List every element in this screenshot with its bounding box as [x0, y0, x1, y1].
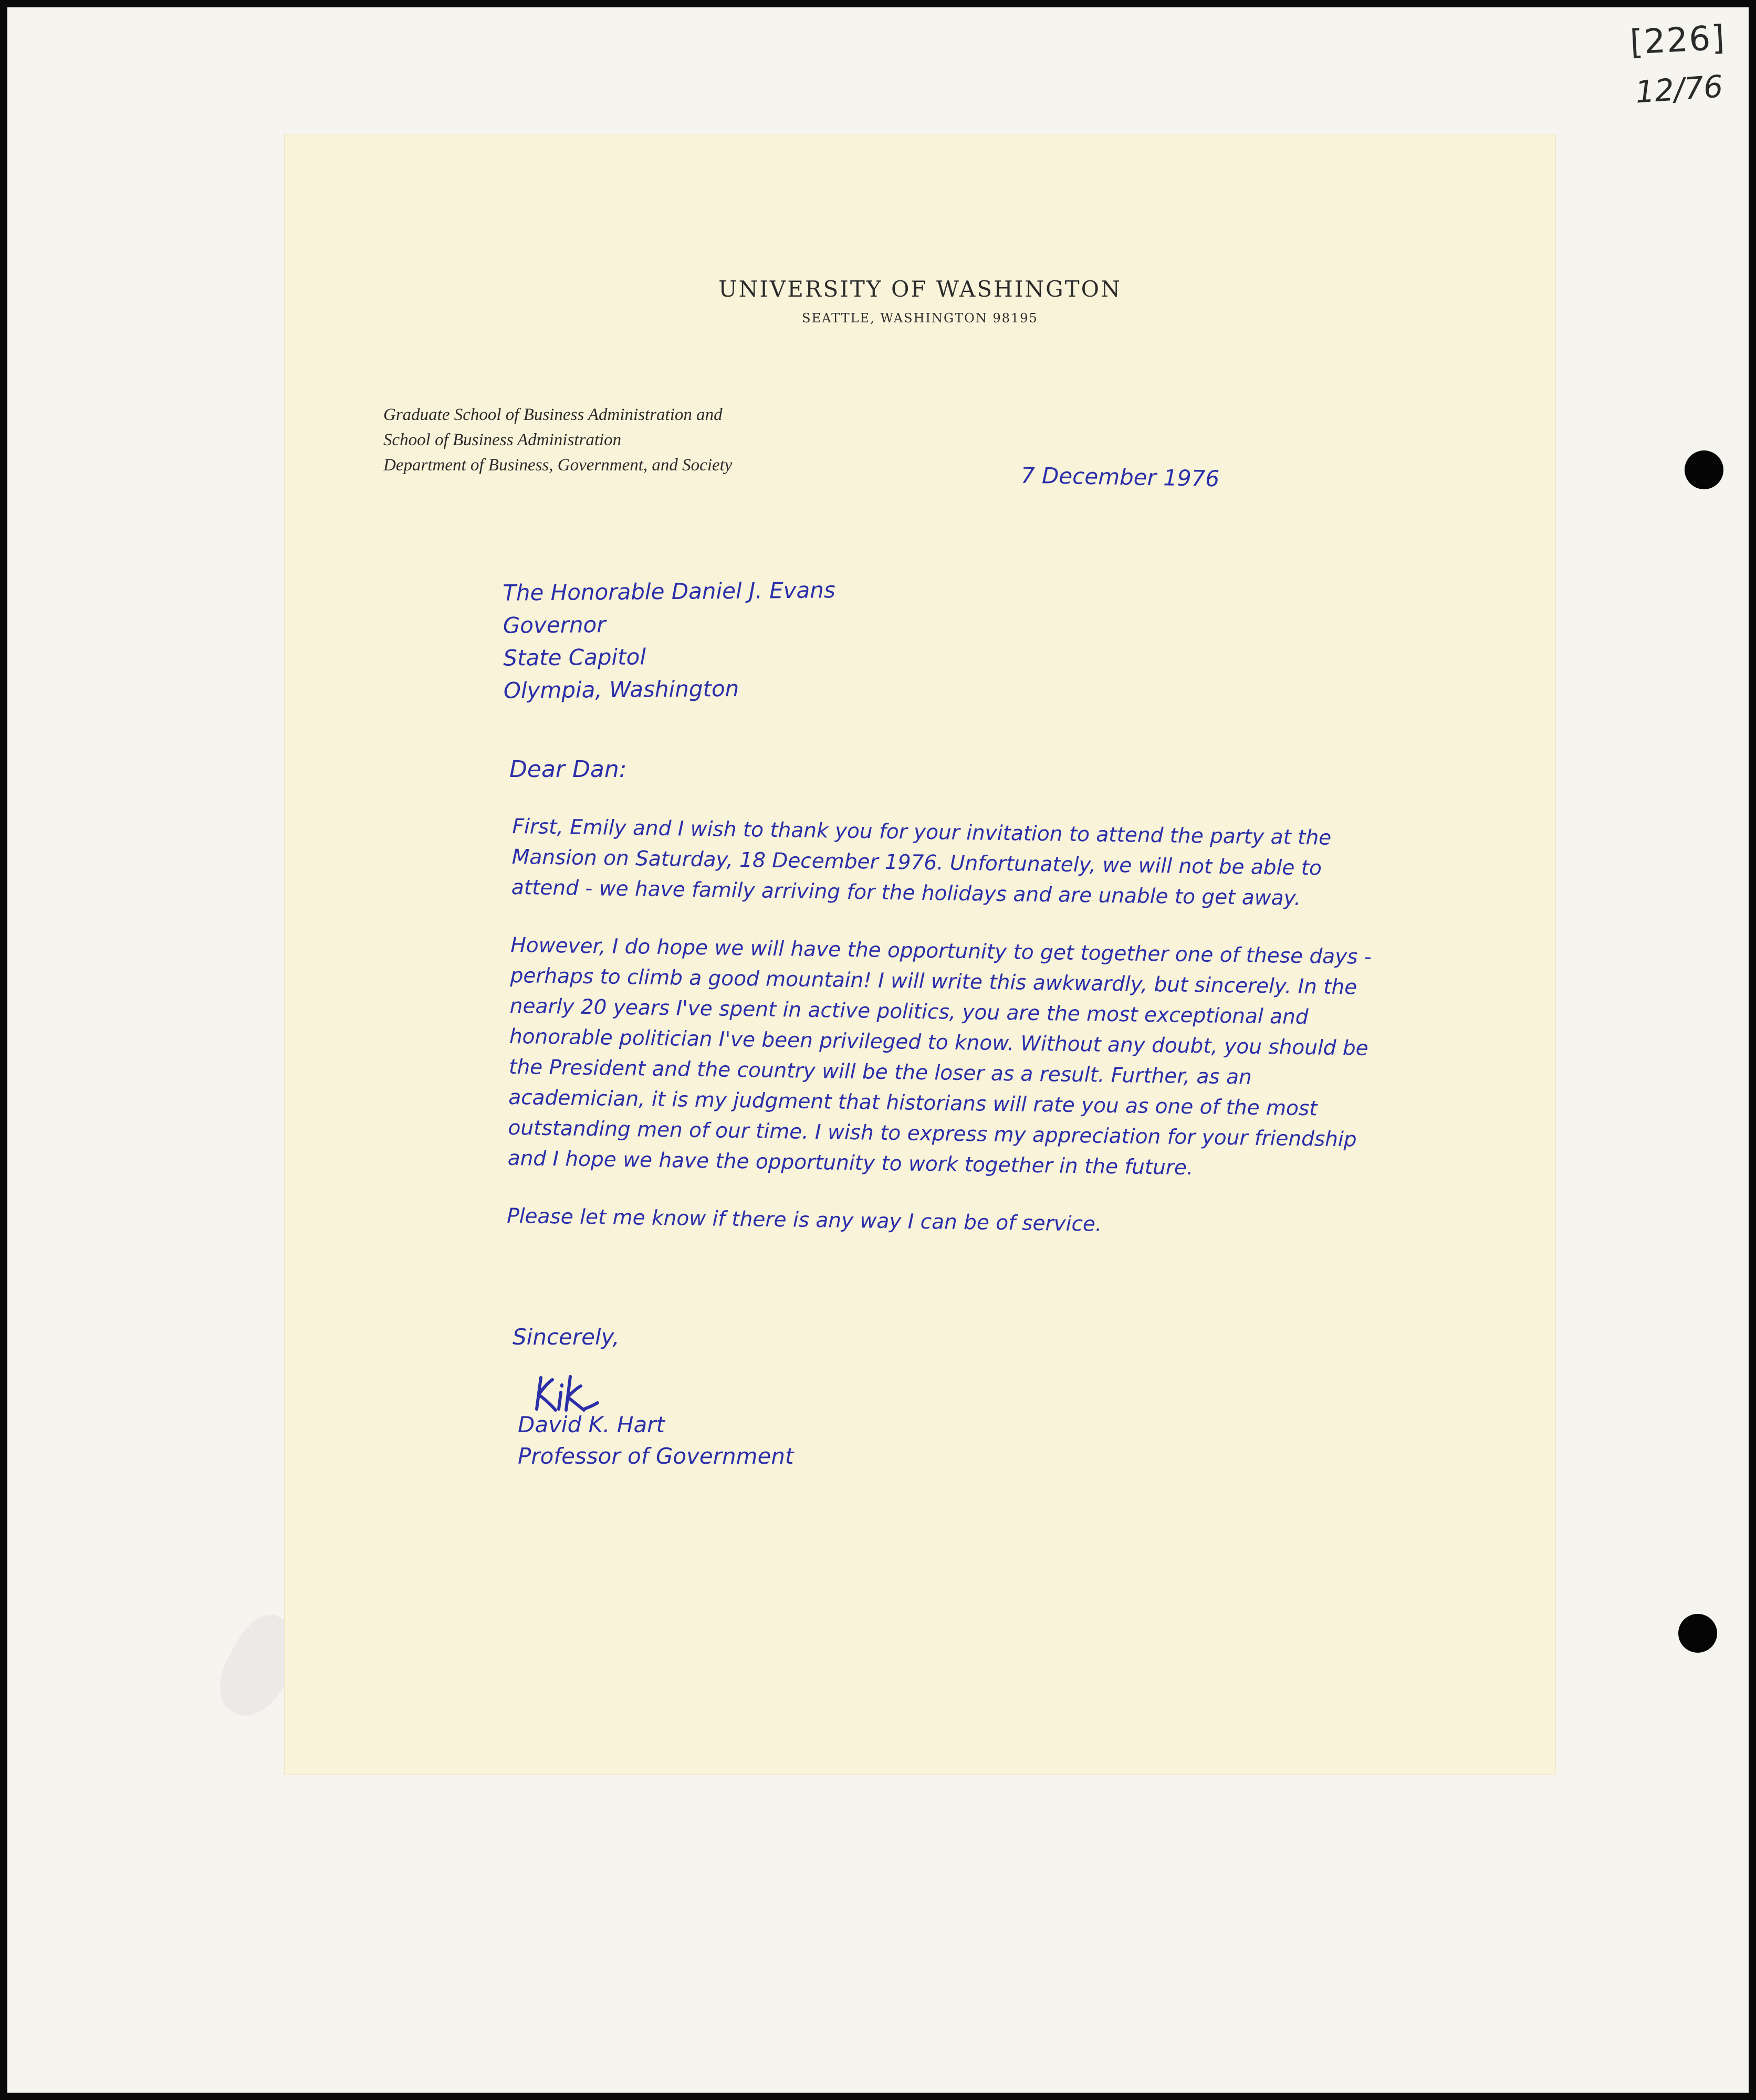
department-line: Graduate School of Business Administration and: [383, 405, 723, 424]
recipient-line: Governor: [503, 612, 606, 638]
letterhead-city: SEATTLE, WASHINGTON 98195: [802, 311, 1038, 326]
recipient-address: [503, 574, 837, 707]
department-line: School of Business Administration: [383, 430, 622, 449]
letter-body: [506, 812, 1374, 1271]
punch-hole-top: [1685, 450, 1723, 489]
recipient-line: The Honorable Daniel J. Evans: [502, 577, 835, 606]
handwritten-signature: [531, 1372, 605, 1414]
letter-page: [285, 134, 1555, 1774]
punch-hole-bottom: [1678, 1614, 1717, 1653]
department-line: Department of Business, Government, and Society: [383, 456, 733, 475]
body-paragraph: First, Emily and I wish to thank you for your invitation to attend the party at the Mansion on Saturday, 18 December 1976. Unfortunately, we will not be able to attend - we have family arriving for the holidays and are unable to get away.: [511, 814, 1332, 910]
recipient-line: State Capitol: [503, 644, 646, 671]
signer-block: [518, 1409, 794, 1472]
letterhead-university: UNIVERSITY OF WASHINGTON: [718, 276, 1122, 302]
archive-date-note: 12/76: [1634, 68, 1724, 110]
closing: Sincerely,: [513, 1324, 620, 1350]
letterhead-department: [383, 402, 732, 478]
salutation: Dear Dan:: [509, 756, 627, 783]
archive-number: [226]: [1629, 18, 1727, 62]
body-paragraph: However, I do hope we will have the opportunity to get together one of these days - perhaps to climb a good mountain! I will write this awkwardly, but sincerely. In the nearly 20 years I've spent in active politics, you are the most exceptional and honorable politician I've been privileged to know. Without any doubt, you should be the President and the country will be the loser as a result. Further, as an academician, it is my judgment that historians will rate you as one of the most outstanding men of our time. I wish to express my appreciation for your friendship and I hope we have the opportunity to work together in the future.: [507, 933, 1372, 1180]
signer-title: Professor of Government: [518, 1443, 794, 1469]
body-paragraph: Please let me know if there is any way I can be of service.: [506, 1204, 1102, 1236]
signer-name: David K. Hart: [518, 1412, 665, 1437]
letter-date: 7 December 1976: [1020, 462, 1220, 492]
recipient-line: Olympia, Washington: [503, 675, 739, 704]
